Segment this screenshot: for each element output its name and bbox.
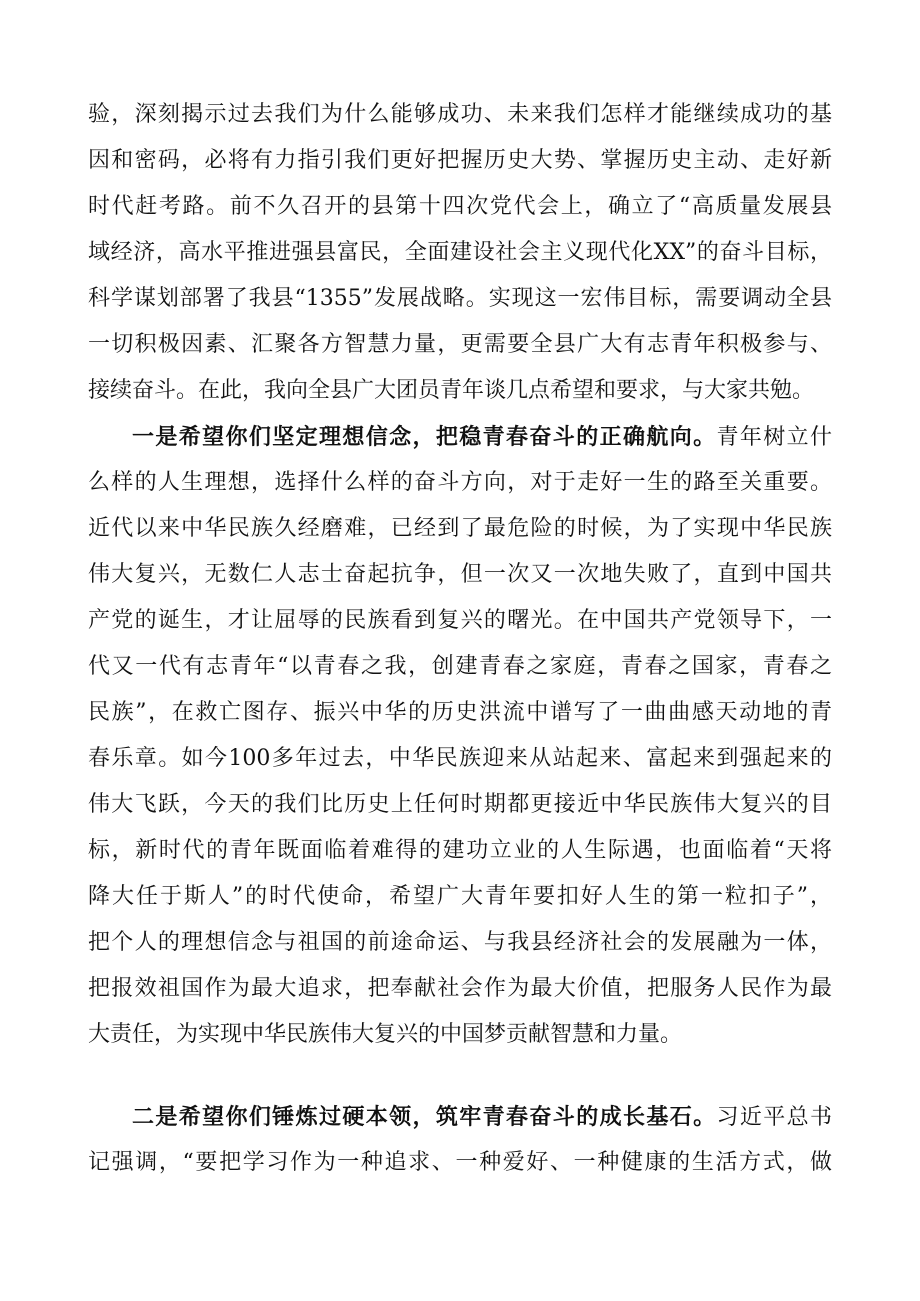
text-line: 标，新时代的青年既面临着难得的建功立业的人生际遇，也面临着“天将 bbox=[88, 838, 832, 863]
text-line: 记强调，“要把学习作为一种追求、一种爱好、一种健康的生活方式，做 bbox=[88, 1150, 832, 1175]
paragraph-two-first-line bbox=[132, 1097, 832, 1137]
text-line: 因和密码，必将有力指引我们更好把握历史大势、掌握历史主动、走好新 bbox=[88, 148, 832, 173]
text-line: 近代以来中华民族久经磨难，已经到了最危险的时候，为了实现中华民族 bbox=[88, 516, 832, 541]
text-line: 代又一代有志青年“以青春之我，创建青春之家庭，青春之国家，青春之 bbox=[88, 654, 832, 679]
text-line: 科学谋划部署了我县“1355”发展战略。实现这一宏伟目标，需要调动全县 bbox=[88, 286, 832, 311]
paragraph-one-first-line bbox=[132, 417, 832, 457]
text-line: 伟大复兴，无数仁人志士奋起抗争，但一次又一次地失败了，直到中国共 bbox=[88, 562, 832, 587]
text-line: 伟大飞跃，今天的我们比历史上任何时期都更接近中华民族伟大复兴的目 bbox=[88, 792, 832, 817]
paragraph-one-lead-text: 青年树立什 bbox=[716, 425, 832, 450]
text-line: 域经济，高水平推进强县富民，全面建设社会主义现代化XX”的奋斗目标， bbox=[88, 240, 832, 265]
text-line: 么样的人生理想，选择什么样的奋斗方向，对于走好一生的路至关重要。 bbox=[88, 470, 832, 495]
text-line: 大责任，为实现中华民族伟大复兴的中国梦贡献智慧和力量。 bbox=[88, 1022, 683, 1047]
text-line: 春乐章。如今100多年过去，中华民族迎来从站起来、富起来到强起来的 bbox=[88, 746, 832, 771]
paragraph-two-heading: 二是希望你们锤炼过硬本领，筑牢青春奋斗的成长基石。 bbox=[132, 1104, 717, 1130]
text-line: 接续奋斗。在此，我向全县广大团员青年谈几点希望和要求，与大家共勉。 bbox=[88, 378, 815, 403]
text-line: 把个人的理想信念与祖国的前途命运、与我县经济社会的发展融为一体， bbox=[88, 930, 832, 955]
text-line: 一切积极因素、汇聚各方智慧力量，更需要全县广大有志青年积极参与、 bbox=[88, 332, 832, 357]
text-line: 降大任于斯人”的时代使命，希望广大青年要扣好人生的第一粒扣子”， bbox=[88, 884, 832, 909]
text-line: 验，深刻揭示过去我们为什么能够成功、未来我们怎样才能继续成功的基 bbox=[88, 102, 832, 127]
text-line: 把报效祖国作为最大追求，把奉献社会作为最大价值，把服务人民作为最 bbox=[88, 976, 832, 1001]
text-line: 时代赶考路。前不久召开的县第十四次党代会上，确立了“高质量发展县 bbox=[88, 194, 832, 219]
paragraph-two-lead-text: 习近平总书 bbox=[716, 1105, 832, 1130]
paragraph-one-heading: 一是希望你们坚定理想信念，把稳青春奋斗的正确航向。 bbox=[132, 424, 717, 450]
text-line: 民族”，在救亡图存、振兴中华的历史洪流中谱写了一曲曲感天动地的青 bbox=[88, 700, 832, 725]
text-line: 产党的诞生，才让屈辱的民族看到复兴的曙光。在中国共产党领导下，一 bbox=[88, 608, 832, 633]
